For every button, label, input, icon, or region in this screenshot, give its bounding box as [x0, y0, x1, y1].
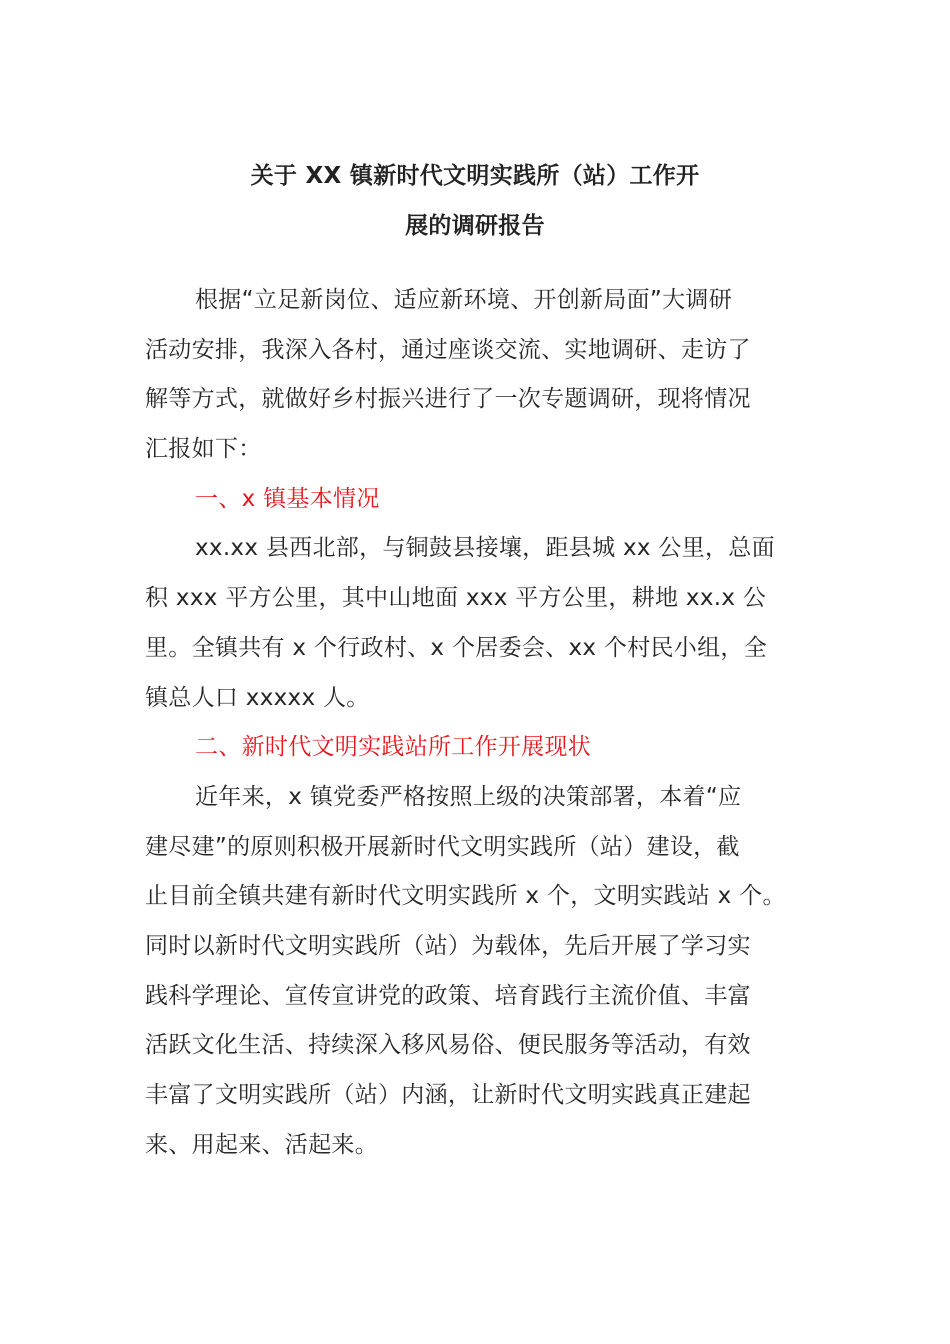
document-body	[145, 276, 805, 1170]
body-line: 止目前全镇共建有新时代文明实践所 x 个，文明实践站 x 个。	[145, 883, 786, 910]
body-line: 解等方式，就做好乡村振兴进行了一次专题调研，现将情况	[145, 386, 751, 413]
body-line: 根据“立足新岗位、适应新环境、开创新局面”大调研	[195, 287, 733, 313]
title-line-2: 展的调研报告	[405, 212, 545, 239]
body-line: 镇总人口 xxxxx 人。	[145, 684, 370, 711]
body-line: 来、用起来、活起来。	[145, 1131, 378, 1158]
body-line: 积 xxx 平方公里，其中山地面 xxx 平方公里，耕地 xx.x 公	[145, 585, 767, 612]
body-line: 同时以新时代文明实践所（站）为载体，先后开展了学习实	[145, 932, 751, 959]
body-line: 丰富了文明实践所（站）内涵，让新时代文明实践真正建起	[145, 1082, 751, 1108]
section-heading-1: 一、x 镇基本情况	[195, 485, 380, 512]
section-heading-2: 二、新时代文明实践站所工作开展现状	[195, 734, 592, 761]
body-line: 汇报如下：	[145, 436, 262, 463]
body-line: 建尽建”的原则积极开展新时代文明实践所（站）建设，截	[145, 833, 740, 860]
body-line: xx.xx 县西北部，与铜鼓县接壤，距县城 xx 公里，总面	[195, 535, 775, 562]
body-line: 里。全镇共有 x 个行政村、x 个居委会、xx 个村民小组，全	[145, 634, 767, 661]
body-line: 近年来，x 镇党委严格按照上级的决策部署，本着“应	[195, 783, 742, 810]
title-line-1: 关于 XX 镇新时代文明实践所（站）工作开	[250, 163, 700, 189]
body-line: 活跃文化生活、持续深入移风易俗、便民服务等活动，有效	[145, 1032, 751, 1059]
body-line: 践科学理论、宣传宣讲党的政策、培育践行主流价值、丰富	[145, 982, 751, 1009]
document-title	[140, 152, 810, 251]
body-line: 活动安排，我深入各村，通过座谈交流、实地调研、走访了	[145, 336, 751, 363]
